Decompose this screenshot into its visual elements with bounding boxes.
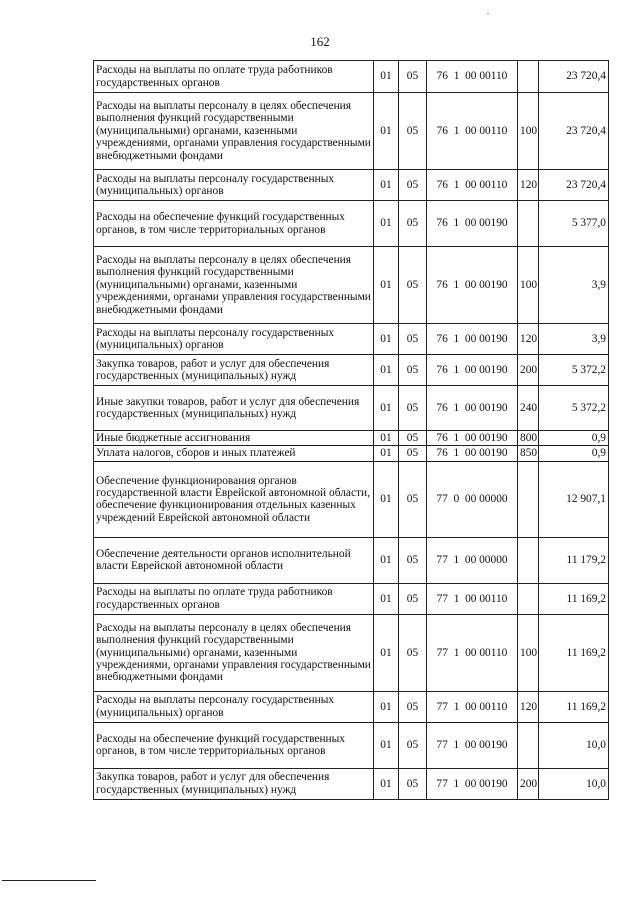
row-expense-type — [518, 722, 539, 768]
row-amount: 0,9 — [539, 446, 609, 461]
row-amount: 10,0 — [539, 722, 609, 768]
row-target-article: 77 0 00 00000 — [427, 461, 518, 537]
row-amount: 11 179,2 — [539, 537, 609, 583]
row-subsection-code: 05 — [399, 446, 427, 461]
row-name: Уплата налогов, сборов и иных платежей — [94, 446, 374, 461]
footnote-separator — [2, 880, 96, 881]
row-amount: 12 907,1 — [539, 461, 609, 537]
table-row — [94, 355, 609, 386]
row-subsection-code: 05 — [399, 691, 427, 722]
row-subsection-code: 05 — [399, 201, 427, 247]
row-amount: 5 372,2 — [539, 355, 609, 386]
row-section-code: 01 — [374, 614, 399, 691]
row-subsection-code: 05 — [399, 537, 427, 583]
table-row — [94, 722, 609, 768]
row-amount: 3,9 — [539, 324, 609, 355]
row-target-article: 77 1 00 00190 — [427, 768, 518, 799]
row-target-article: 76 1 00 00190 — [427, 386, 518, 431]
row-target-article: 76 1 00 00190 — [427, 431, 518, 446]
row-amount: 5 377,0 — [539, 201, 609, 247]
row-target-article: 76 1 00 00110 — [427, 93, 518, 170]
row-name: Расходы на выплаты персоналу в целях обеспечения выполнения функций государственными (муниципальными) органами, казенными учреждениями, органами управления государственными внебюджетными фондами — [94, 247, 374, 324]
row-name: Расходы на выплаты персоналу государственных (муниципальных) органов — [94, 691, 374, 722]
row-name: Закупка товаров, работ и услуг для обеспечения государственных (муниципальных) нужд — [94, 768, 374, 799]
row-name: Расходы на обеспечение функций государственных органов, в том числе территориальных органов — [94, 722, 374, 768]
row-amount: 23 720,4 — [539, 170, 609, 201]
row-expense-type: 800 — [518, 431, 539, 446]
row-name: Иные закупки товаров, работ и услуг для обеспечения государственных (муниципальных) нужд — [94, 386, 374, 431]
row-section-code: 01 — [374, 386, 399, 431]
row-amount: 11 169,2 — [539, 691, 609, 722]
row-name: Расходы на выплаты персоналу государственных (муниципальных) органов — [94, 170, 374, 201]
row-section-code: 01 — [374, 722, 399, 768]
row-name: Иные бюджетные ассигнования — [94, 431, 374, 446]
table-row — [94, 614, 609, 691]
row-subsection-code: 05 — [399, 355, 427, 386]
scan-dot — [487, 13, 489, 14]
row-subsection-code: 05 — [399, 61, 427, 93]
row-amount: 3,9 — [539, 247, 609, 324]
row-expense-type: 850 — [518, 446, 539, 461]
table-row — [94, 691, 609, 722]
row-name: Расходы на выплаты персоналу в целях обеспечения выполнения функций государственными (муниципальными) органами, казенными учреждениями, органами управления государственными внебюджетными фондами — [94, 614, 374, 691]
row-subsection-code: 05 — [399, 768, 427, 799]
table-row — [94, 170, 609, 201]
row-expense-type — [518, 61, 539, 93]
table-row — [94, 386, 609, 431]
row-section-code: 01 — [374, 446, 399, 461]
row-subsection-code: 05 — [399, 324, 427, 355]
row-expense-type: 200 — [518, 768, 539, 799]
row-name: Расходы на выплаты персоналу в целях обеспечения выполнения функций государственными (муниципальными) органами, казенными учреждениями, органами управления государственными внебюджетными фондами — [94, 93, 374, 170]
row-amount: 23 720,4 — [539, 61, 609, 93]
row-subsection-code: 05 — [399, 722, 427, 768]
row-section-code: 01 — [374, 461, 399, 537]
row-expense-type: 120 — [518, 324, 539, 355]
row-name: Обеспечение функционирования органов государственной власти Еврейской автономной области, обеспечение функционирования отдельных казенных учреждений Еврейской автономной области — [94, 461, 374, 537]
row-expense-type — [518, 461, 539, 537]
table-row — [94, 461, 609, 537]
row-name: Обеспечение деятельности органов исполнительной власти Еврейской автономной области — [94, 537, 374, 583]
row-name: Расходы на выплаты по оплате труда работников государственных органов — [94, 583, 374, 614]
table-row — [94, 247, 609, 324]
row-target-article: 77 1 00 00000 — [427, 537, 518, 583]
row-subsection-code: 05 — [399, 93, 427, 170]
row-section-code: 01 — [374, 247, 399, 324]
row-subsection-code: 05 — [399, 170, 427, 201]
row-subsection-code: 05 — [399, 583, 427, 614]
row-name: Расходы на обеспечение функций государственных органов, в том числе территориальных органов — [94, 201, 374, 247]
page-number: 162 — [310, 34, 330, 49]
row-expense-type: 100 — [518, 247, 539, 324]
row-target-article: 77 1 00 00110 — [427, 691, 518, 722]
row-section-code: 01 — [374, 768, 399, 799]
budget-table-body — [94, 61, 609, 800]
row-expense-type — [518, 537, 539, 583]
row-section-code: 01 — [374, 170, 399, 201]
table-row — [94, 431, 609, 446]
row-target-article: 76 1 00 00190 — [427, 247, 518, 324]
row-expense-type: 100 — [518, 93, 539, 170]
row-section-code: 01 — [374, 324, 399, 355]
row-section-code: 01 — [374, 583, 399, 614]
row-amount: 11 169,2 — [539, 614, 609, 691]
row-expense-type: 120 — [518, 691, 539, 722]
table-row — [94, 537, 609, 583]
row-subsection-code: 05 — [399, 461, 427, 537]
row-target-article: 76 1 00 00190 — [427, 324, 518, 355]
row-section-code: 01 — [374, 431, 399, 446]
row-subsection-code: 05 — [399, 247, 427, 324]
row-target-article: 76 1 00 00190 — [427, 446, 518, 461]
row-amount: 11 169,2 — [539, 583, 609, 614]
row-expense-type — [518, 201, 539, 247]
row-expense-type: 100 — [518, 614, 539, 691]
table-row — [94, 201, 609, 247]
row-name: Расходы на выплаты по оплате труда работников государственных органов — [94, 61, 374, 93]
row-section-code: 01 — [374, 201, 399, 247]
table-row — [94, 61, 609, 93]
row-target-article: 77 1 00 00110 — [427, 614, 518, 691]
row-amount: 5 372,2 — [539, 386, 609, 431]
row-target-article: 77 1 00 00110 — [427, 583, 518, 614]
row-amount: 0,9 — [539, 431, 609, 446]
row-subsection-code: 05 — [399, 614, 427, 691]
row-expense-type — [518, 583, 539, 614]
row-target-article: 76 1 00 00190 — [427, 355, 518, 386]
row-expense-type: 120 — [518, 170, 539, 201]
row-target-article: 76 1 00 00110 — [427, 61, 518, 93]
row-subsection-code: 05 — [399, 386, 427, 431]
row-section-code: 01 — [374, 93, 399, 170]
row-section-code: 01 — [374, 537, 399, 583]
table-row — [94, 768, 609, 799]
row-target-article: 77 1 00 00190 — [427, 722, 518, 768]
row-amount: 10,0 — [539, 768, 609, 799]
table-row — [94, 93, 609, 170]
row-section-code: 01 — [374, 691, 399, 722]
row-expense-type: 200 — [518, 355, 539, 386]
row-section-code: 01 — [374, 355, 399, 386]
row-name: Расходы на выплаты персоналу государственных (муниципальных) органов — [94, 324, 374, 355]
row-amount: 23 720,4 — [539, 93, 609, 170]
row-target-article: 76 1 00 00110 — [427, 170, 518, 201]
table-row — [94, 324, 609, 355]
row-expense-type: 240 — [518, 386, 539, 431]
table-row — [94, 446, 609, 461]
table-row — [94, 583, 609, 614]
row-subsection-code: 05 — [399, 431, 427, 446]
row-target-article: 76 1 00 00190 — [427, 201, 518, 247]
row-name: Закупка товаров, работ и услуг для обеспечения государственных (муниципальных) нужд — [94, 355, 374, 386]
row-section-code: 01 — [374, 61, 399, 93]
budget-table — [93, 60, 609, 800]
